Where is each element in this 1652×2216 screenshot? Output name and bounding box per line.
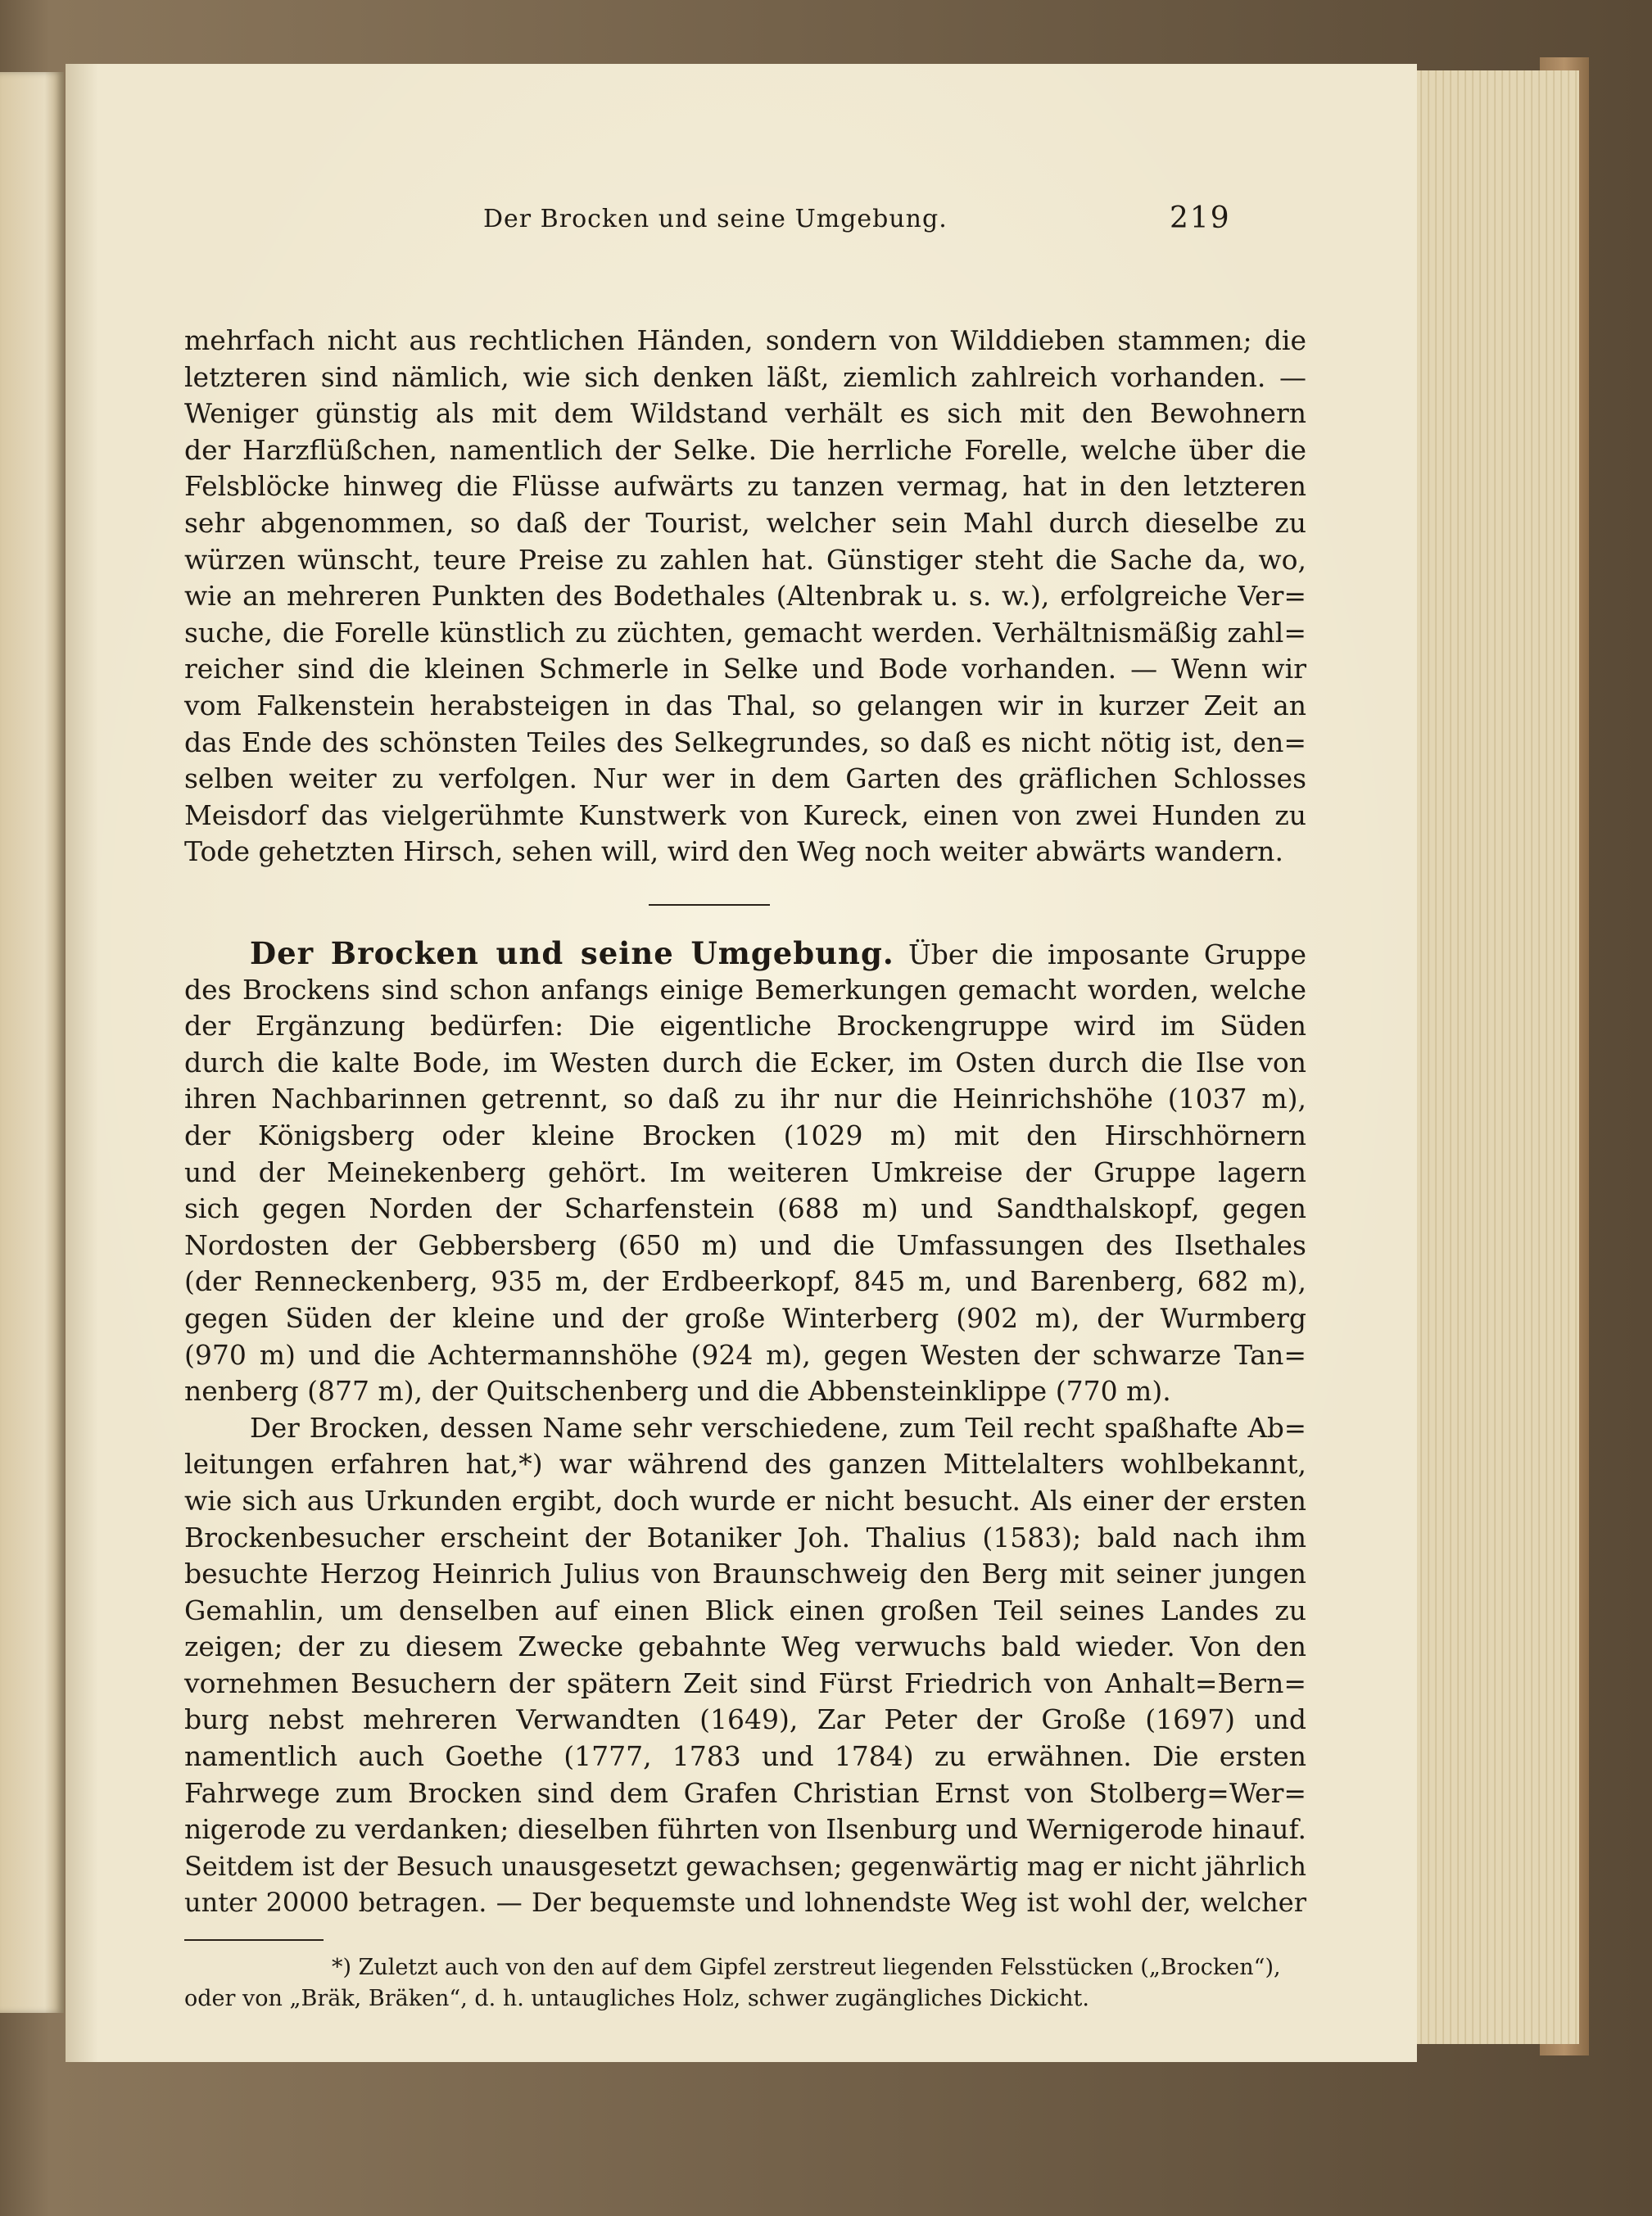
text-line: wie sich aus Urkunden ergibt, doch wurde er nicht besucht. Als einer der ersten: [184, 1484, 1306, 1517]
text-line: der Harzflüßchen, namentlich der Selke. Die herrliche Forelle, welche über die: [184, 433, 1306, 466]
text-line: unter 20000 betragen. — Der bequemste und lohnendste Weg ist wohl der, welcher: [184, 1887, 1306, 1919]
text-line: des Brockens sind schon anfangs einige Bemerkungen gemacht worden, welche: [184, 973, 1306, 1006]
text-line: durch die kalte Bode, im Westen durch die Ecker, im Osten durch die Ilse von: [184, 1046, 1306, 1079]
text-line: vornehmen Besuchern der spätern Zeit sind Fürst Friedrich von Anhalt=Bern=: [184, 1667, 1306, 1699]
footnote-line: *) Zuletzt auch von den auf dem Gipfel zerstreut liegenden Felsstücken („Brocken“),: [332, 1955, 1281, 1980]
text-line: letzteren sind nämlich, wie sich denken läßt, ziemlich zahlreich vorhanden. —: [184, 360, 1306, 393]
text-line: der Königsberg oder kleine Brocken (1029 m) mit den Hirschhörnern: [184, 1119, 1306, 1151]
text-line: das Ende des schönsten Teiles des Selkegrundes, so daß es nicht nötig ist, den=: [184, 726, 1306, 758]
section-brocken: [184, 935, 1306, 1921]
text-line: Felsblöcke hinweg die Flüsse aufwärts zu tanzen vermag, hat in den letzteren: [184, 470, 1306, 503]
text-line: (der Renneckenberg, 935 m, der Erdbeerkopf, 845 m, und Barenberg, 682 m),: [184, 1265, 1306, 1298]
text-line: besuchte Herzog Heinrich Julius von Braunschweig den Berg mit seiner jungen: [184, 1558, 1306, 1590]
text-line: nigerode zu verdanken; dieselben führten von Ilsenburg und Wernigerode hinauf.: [184, 1813, 1306, 1846]
text-line: ihren Nachbarinnen getrennt, so daß zu ihr nur die Heinrichshöhe (1037 m),: [184, 1083, 1306, 1115]
text-line: Der Brocken, dessen Name sehr verschiedene, zum Teil recht spaßhafte Ab=: [250, 1412, 1306, 1444]
text-line: Weniger günstig als mit dem Wildstand verhält es sich mit den Bewohnern: [184, 397, 1306, 430]
text-line: Nordosten der Gebbersberg (650 m) und die Umfassungen des Ilsethales: [184, 1228, 1306, 1261]
text-run: Über die imposante Gruppe: [908, 938, 1306, 970]
text-line: Seitdem ist der Besuch unausgesetzt gewachsen; gegenwärtig mag er nicht jährlich: [184, 1850, 1306, 1882]
text-line: der Ergänzung bedürfen: Die eigentliche Brockengruppe wird im Süden: [184, 1010, 1306, 1042]
text-line: Fahrwege zum Brocken sind dem Grafen Christian Ernst von Stolberg=Wer=: [184, 1776, 1306, 1809]
text-line: vom Falkenstein herabsteigen in das Thal, so gelangen wir in kurzer Zeit an: [184, 689, 1306, 721]
page-number: 219: [1170, 201, 1231, 235]
text-line: sich gegen Norden der Scharfenstein (688 m) und Sandthalskopf, gegen: [184, 1192, 1306, 1225]
text-line: selben weiter zu verfolgen. Nur wer in dem Garten des gräflichen Schlosses: [184, 762, 1306, 795]
text-line: (970 m) und die Achtermannshöhe (924 m), gegen Westen der schwarze Tan=: [184, 1338, 1306, 1371]
footnotes: [184, 1952, 1306, 2015]
paragraph-selke: [184, 323, 1306, 871]
section-heading: Der Brocken und seine Umgebung.: [250, 935, 894, 971]
text-line: und der Meinekenberg gehört. Im weiteren Umkreise der Gruppe lagern: [184, 1155, 1306, 1188]
section-divider: [649, 904, 770, 906]
section-first-line: [184, 935, 1306, 972]
running-head: [66, 201, 1417, 237]
book-page: [66, 64, 1417, 2062]
text-line: gegen Süden der kleine und der große Winterberg (902 m), der Wurmberg: [184, 1301, 1306, 1334]
footnote-rule: [184, 1939, 324, 1941]
text-line: burg nebst mehreren Verwandten (1649), Zar Peter der Große (1697) und: [184, 1703, 1306, 1736]
text-line: Tode gehetzten Hirsch, sehen will, wird den Weg noch weiter abwärts wandern.: [184, 835, 1283, 868]
text-line: sehr abgenommen, so daß der Tourist, welcher sein Mahl durch dieselbe zu: [184, 506, 1306, 539]
text-line: Brockenbesucher erscheint der Botaniker Joh. Thalius (1583); bald nach ihm: [184, 1521, 1306, 1553]
text-line: zeigen; der zu diesem Zwecke gebahnte Weg verwuchs bald wieder. Von den: [184, 1630, 1306, 1663]
text-line: Gemahlin, um denselben auf einen Blick einen großen Teil seines Landes zu: [184, 1594, 1306, 1626]
text-line: reicher sind die kleinen Schmerle in Selke und Bode vorhanden. — Wenn wir: [184, 653, 1306, 685]
text-line: würzen wünscht, teure Preise zu zahlen hat. Günstiger steht die Sache da, wo,: [184, 543, 1306, 576]
text-line: nenberg (877 m), der Quitschenberg und die Abbensteinklippe (770 m).: [184, 1375, 1171, 1408]
page-stack-edges: [1413, 70, 1579, 2044]
facing-page-edge: [0, 72, 64, 2013]
text-line: Meisdorf das vielgerühmte Kunstwerk von Kureck, einen von zwei Hunden zu: [184, 798, 1306, 831]
text-line: namentlich auch Goethe (1777, 1783 und 1784) zu erwähnen. Die ersten: [184, 1740, 1306, 1773]
text-line: leitungen erfahren hat,*) war während des ganzen Mittelalters wohlbekannt,: [184, 1448, 1306, 1481]
text-line: mehrfach nicht aus rechtlichen Händen, sondern von Wilddieben stammen; die: [184, 324, 1306, 356]
text-line: wie an mehreren Punkten des Bodethales (Altenbrak u. s. w.), erfolgreiche Ver=: [184, 580, 1306, 613]
text-line: suche, die Forelle künstlich zu züchten, gemacht werden. Verhältnismäßig zahl=: [184, 616, 1306, 649]
footnote-line: oder von „Bräk, Bräken“, d. h. untaugliches Holz, schwer zugängliches Dickicht.: [184, 1986, 1089, 2011]
running-title: Der Brocken und seine Umgebung.: [483, 205, 948, 233]
